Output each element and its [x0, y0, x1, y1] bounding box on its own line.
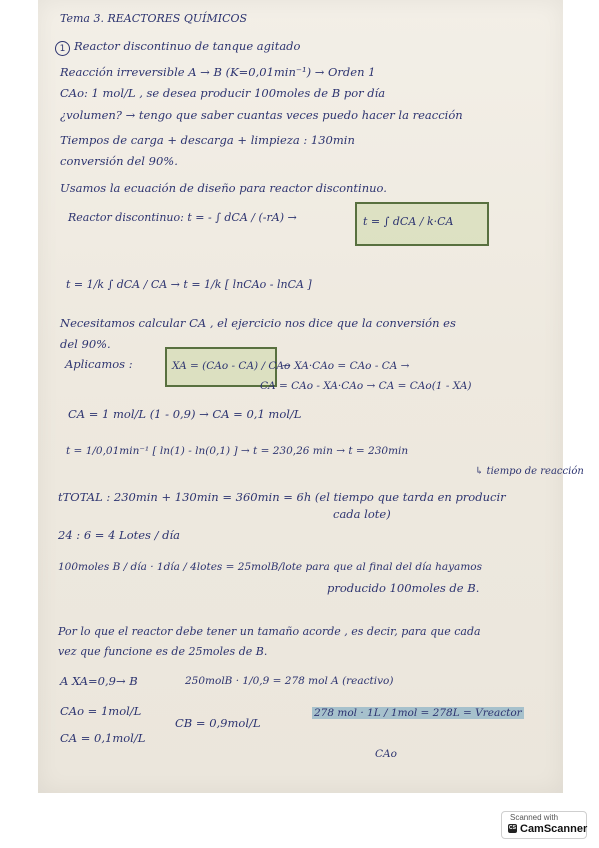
reactor-size-line-2: vez que funcione es de 25moles de B. [58, 645, 268, 658]
scanner-caption: Scanned with [510, 813, 559, 822]
problem-line-1: Reacción irreversible A → B (K=0,01min⁻¹) → Orden 1 [60, 65, 376, 79]
reaction-arrow-label: A XA=0,9→ B [60, 674, 138, 688]
conversion-formula: XA = (CAo - CA) / CAo [172, 360, 291, 372]
initial-concentration: CAo = 1mol/L [60, 704, 142, 718]
moles-per-batch: 100moles B / día · 1día / 4lotes = 25molB/lote para que al final del día hayamos [58, 561, 482, 573]
problem-line-3: ¿volumen? → tengo que saber cuantas veces puedo hacer la reacción [60, 108, 463, 122]
scanned-notes-page [38, 0, 584, 793]
total-time-line-2: cada lote) [333, 507, 391, 521]
boxed-integrated-equation: t = ∫ dCA / k·CA [363, 215, 454, 228]
camscanner-watermark [501, 811, 587, 839]
total-time-line-1: tTOTAL : 230min + 130min = 360min = 6h (el tiempo que tarda en producir [58, 490, 506, 504]
camscanner-brand: CamScanner [520, 823, 588, 835]
reactor-volume-calculation [312, 708, 524, 719]
reactant-moles-calculation: 250molB · 1/0,9 = 278 mol A (reactivo) [185, 675, 394, 687]
reaction-time-calculation: t = 1/0,01min⁻¹ [ ln(1) - ln(0,1) ] → t = 230,26 min → t = 230min [66, 445, 409, 457]
conversion-derivation-1: → XA·CAo = CAo - CA → [282, 360, 410, 372]
conversion-line-2: del 90%. [60, 337, 111, 351]
reactor-size-line-1: Por lo que el reactor debe tener un tamaño acorde , es decir, para que cada [58, 625, 481, 638]
final-concentration: CA = 0,1mol/L [60, 731, 146, 745]
apply-label: Aplicamos : [65, 357, 133, 371]
batch-reactor-equation: Reactor discontinuo: t = - ∫ dCA / (-rA) → [68, 211, 297, 224]
problem-line-2: CAo: 1 mol/L , se desea producir 100moles de B por día [60, 86, 386, 100]
design-equation-intro: Usamos la ecuación de diseño para reactor discontinuo. [60, 181, 387, 195]
problem-line-5: conversión del 90%. [60, 154, 178, 168]
problem-line-4: Tiempos de carga + descarga + limpieza : 130min [60, 133, 355, 147]
page-title: Tema 3. REACTORES QUÍMICOS [60, 12, 248, 25]
moles-per-batch-continuation: producido 100moles de B. [327, 581, 480, 595]
conversion-derivation-2: CA = CAo - XA·CAo → CA = CAo(1 - XA) [260, 380, 472, 392]
product-concentration: CB = 0,9mol/L [175, 716, 261, 730]
denominator-label: CAo [375, 748, 397, 760]
section-number-badge: 1 [55, 41, 70, 56]
reactor-volume-result: 278 mol · 1L / 1mol = 278L = Vreactor [314, 707, 522, 719]
batches-per-day: 24 : 6 = 4 Lotes / día [58, 528, 181, 542]
concentration-calculation: CA = 1 mol/L (1 - 0,9) → CA = 0,1 mol/L [68, 407, 302, 421]
conversion-line-1: Necesitamos calcular CA , el ejercicio nos dice que la conversión es [60, 316, 456, 330]
reaction-time-note: ↳ tiempo de reacción [475, 466, 584, 477]
camscanner-logo-icon: CS [509, 825, 516, 831]
time-equation: t = 1/k ∫ dCA / CA → t = 1/k [ lnCAo - lnCA ] [66, 278, 312, 291]
section-heading: Reactor discontinuo de tanque agitado [74, 39, 301, 53]
